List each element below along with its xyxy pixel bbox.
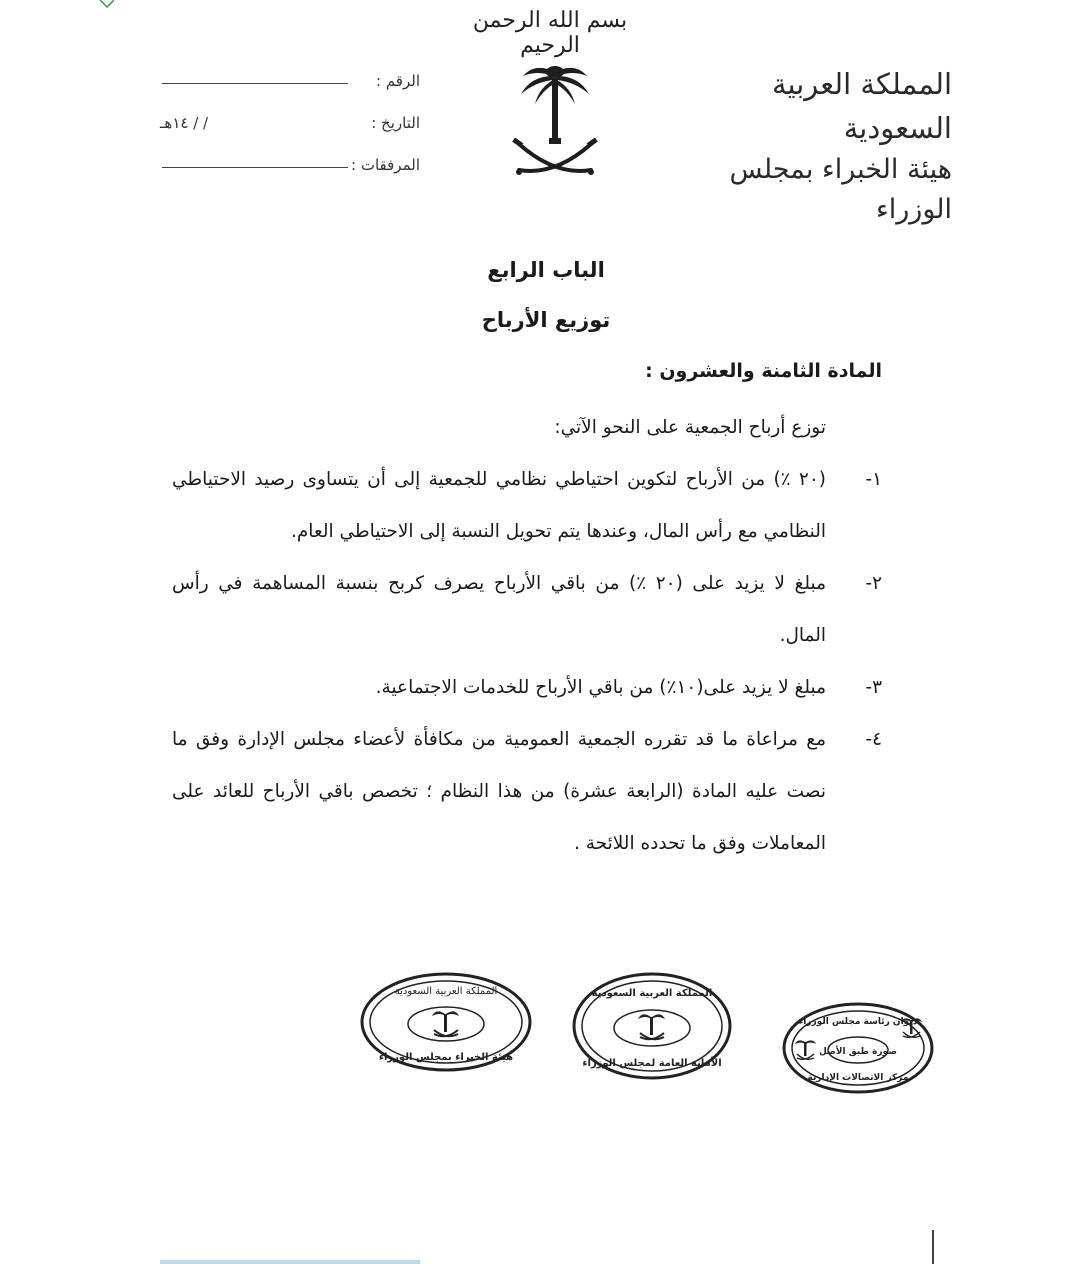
council-secretariat-stamp: [570, 970, 734, 1082]
reference-label: الرقم :: [376, 72, 420, 90]
item-number: ١-: [865, 469, 882, 490]
stamp-bottom-text: مركز الاتصالات الإدارية: [807, 1073, 909, 1083]
item-text: مع مراعاة ما قد تقرره الجمعية العمومية من مكافأة لأعضاء مجلس الإدارة وفق ما نصت عليه المادة (الرابعة عشرة) من هذا النظام ؛ تخصص باقي الأرباح للعائد على المعاملات وفق ما تحدده اللائحة .: [172, 729, 826, 854]
attachments-label: المرفقات :: [351, 156, 420, 174]
organization-header: [662, 62, 952, 230]
stamp-top-text: ديوان رئاسة مجلس الوزراء: [798, 1017, 918, 1027]
basmala: بسم الله الرحمن الرحيم: [472, 8, 628, 58]
date-row: [160, 102, 420, 144]
list-item: [172, 454, 882, 558]
emblem-icon: [638, 1014, 665, 1039]
intro-paragraph: توزع أرباح الجمعية على النحو الآتي:: [554, 417, 826, 438]
org-authority-name: هيئة الخبراء بمجلس الوزراء: [729, 154, 952, 225]
date-value: / / ١٤هـ: [160, 114, 209, 132]
item-text: مبلغ لا يزيد على (٢٠ ٪) من باقي الأرباح يصرف كربح بنسبة المساهمة في رأس المال.: [172, 573, 826, 646]
corner-mark: [100, 0, 114, 8]
subject-heading: توزيع الأرباح: [481, 308, 611, 332]
emblem-icon: [795, 1040, 816, 1059]
attachments-line: [162, 167, 348, 168]
stamp-middle-text: صورة طبق الأصل: [819, 1047, 897, 1057]
item-number: ٢-: [865, 573, 882, 594]
date-label: التاريخ :: [371, 114, 420, 132]
stamp-bottom-text: الأمانة العامة لمجلس الوزراء: [582, 1058, 722, 1069]
item-number: ٤-: [865, 729, 882, 750]
true-copy-stamp: [780, 1000, 936, 1096]
chapter-heading: الباب الرابع: [487, 258, 605, 282]
article-title: المادة الثامنة والعشرون :: [645, 360, 882, 382]
experts-commission-stamp: [358, 970, 534, 1074]
reference-line: [162, 83, 348, 84]
palm-swords-emblem-icon: [505, 58, 605, 188]
article-body: [172, 402, 882, 870]
attachments-row: [160, 144, 420, 186]
stamp-top-text: المملكة العربية السعودية: [591, 988, 713, 999]
item-text: مبلغ لا يزيد على(١٠٪) من باقي الأرباح للخدمات الاجتماعية.: [375, 677, 826, 698]
emblem-icon: [432, 1011, 459, 1036]
letter-meta-fields: [160, 60, 420, 186]
bottom-binding-mark: [932, 1230, 942, 1264]
stamp-bottom-text: هيئة الخبراء بمجلس الوزراء: [378, 1052, 514, 1063]
org-country-name: المملكة العربية السعودية: [771, 67, 952, 145]
item-text: (٢٠ ٪) من الأرباح لتكوين احتياطي نظامي للجمعية إلى أن يتساوى رصيد الاحتياطي النظامي مع رأس المال، وعندها يتم تحويل النسبة إلى الاحتياطي العام.: [172, 469, 826, 542]
reference-row: [160, 60, 420, 102]
list-item: [172, 662, 882, 714]
bottom-scan-artifact: [160, 1260, 420, 1264]
item-number: ٣-: [865, 677, 882, 698]
list-item: [172, 558, 882, 662]
stamp-top-text: المملكة العربية السعودية: [394, 986, 498, 997]
list-item: [172, 714, 882, 870]
